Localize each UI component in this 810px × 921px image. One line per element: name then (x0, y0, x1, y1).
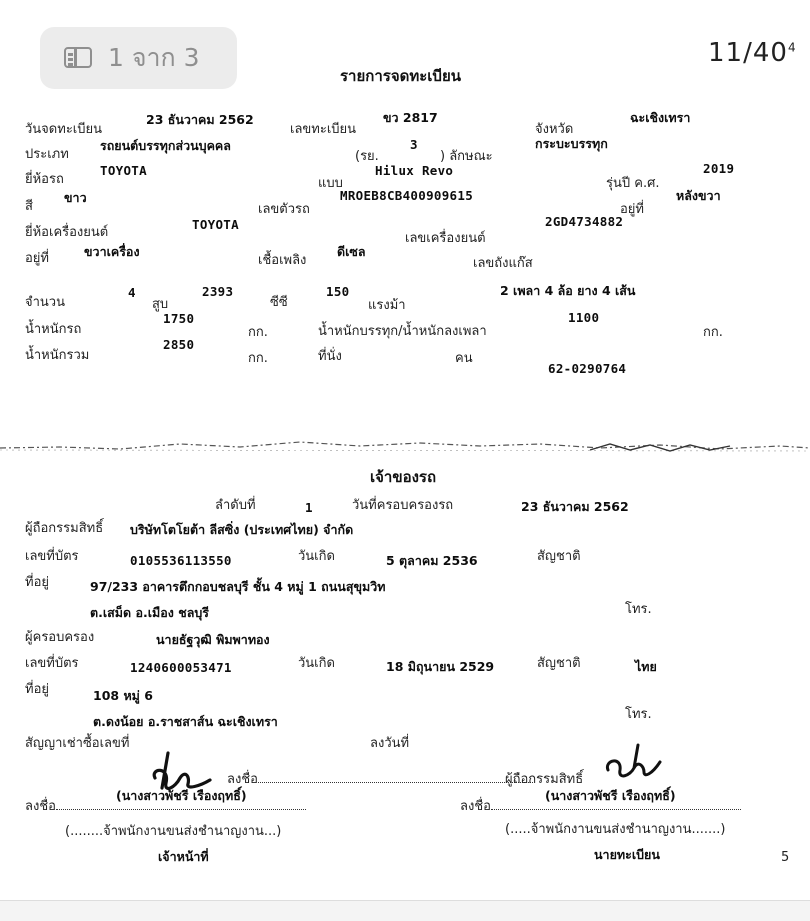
seats-unit: คน (455, 351, 473, 366)
lease-label: สัญญาเช่าซื้อเลขที่ (25, 736, 130, 751)
left-signer-role: เจ้าหน้าที่ (158, 849, 209, 864)
owner-heading: เจ้าของรถ (370, 468, 437, 486)
owner-id-label: เลขที่บัตร (25, 549, 79, 564)
fuel-value: ดีเซล (337, 244, 366, 259)
right-sign-label: ลงชื่อ (460, 795, 741, 816)
holder-nationality-label: สัญชาติ (537, 656, 581, 671)
holder-phone-label: โทร. (625, 707, 652, 722)
engine-brand-label: ยี่ห้อเครื่องยนต์ (25, 225, 109, 240)
brand-label: ยี่ห้อรถ (25, 172, 64, 187)
year-label: รุ่นปี ค.ศ. (606, 176, 660, 191)
type-value: รถยนต์บรรทุกส่วนบุคคล (100, 138, 231, 153)
gross-unit: กก. (248, 351, 268, 366)
book-icon (62, 45, 96, 71)
cc-value: 2393 (202, 284, 234, 299)
owner-nationality-label: สัญชาติ (537, 549, 581, 564)
chassis-value: MROEB8CB400909615 (340, 188, 474, 203)
gross-label: น้ำหนักรวม (25, 348, 90, 363)
hp-unit: แรงม้า (368, 298, 406, 313)
chassis-pos-value: หลังขวา (676, 188, 721, 203)
year-value: 2019 (703, 161, 735, 176)
engine-no-value: 2GD4734882 (545, 214, 624, 229)
owner-address-line1: 97/233 อาคารตึกกอบชลบุรี ชั้น 4 หมู่ 1 ถนนสุขุมวิท (90, 579, 386, 594)
seats-label: ที่นั่ง (318, 349, 342, 364)
cc-unit: ซีซี (270, 295, 288, 310)
holder-value: นายธัฐวุฒิ พิมพาทอง (156, 632, 270, 647)
holder-id-label: เลขที่บัตร (25, 656, 79, 671)
weight-value: 1750 (163, 311, 195, 326)
load-value: 1100 (568, 310, 600, 325)
right-signer-role: นายทะเบียน (594, 847, 660, 862)
gas-tank-label: เลขถังแก๊ส (473, 256, 533, 271)
owner-address-label: ที่อยู่ (25, 575, 49, 590)
corner-note: $11/40^4$ (708, 38, 797, 68)
order-label: ลำดับที่ (215, 498, 256, 513)
engine-no-label: เลขเครื่องยนต์ (405, 231, 486, 246)
province-label: จังหวัด (535, 122, 574, 137)
color-value: ขาว (64, 190, 87, 205)
officer-sign-label-top: ลงชื่อ (227, 768, 533, 789)
order-value: 1 (305, 500, 313, 515)
owner-address-line2: ต.เสม็ด อ.เมือง ชลบุรี (90, 605, 210, 620)
holder-birth-label: วันเกิด (298, 656, 335, 671)
registrar-signature (600, 740, 670, 790)
owner-birth: 5 ตุลาคม 2536 (386, 553, 478, 568)
ry-label: (รย. (355, 149, 379, 164)
load-unit: กก. (703, 325, 723, 340)
plate-label: เลขทะเบียน (290, 122, 357, 137)
sign-date-label: ลงวันที่ (370, 736, 410, 751)
fuel-label: เชื้อเพลิง (258, 253, 307, 268)
right-signer-name: (นางสาวพัชรี เรืองฤทธิ์) (545, 788, 676, 803)
cylinders-value: 4 (128, 285, 136, 300)
engine-pos-value: ขวาเครื่อง (84, 244, 140, 259)
cylinder-unit: สูบ (152, 297, 169, 312)
load-label: น้ำหนักบรรทุก/น้ำหนักลงเพลา (318, 324, 487, 339)
color-label: สี (25, 199, 33, 214)
page-indicator[interactable] (40, 27, 237, 89)
holder-nationality: ไทย (635, 659, 657, 674)
holder-id: 1240600053471 (130, 660, 232, 675)
model-label: แบบ (318, 176, 343, 191)
reference-number: 62-0290764 (548, 361, 627, 376)
document-title: รายการจดทะเบียน (340, 67, 461, 85)
gross-value: 2850 (163, 337, 195, 352)
character-value: กระบะบรรทุก (535, 136, 608, 151)
plate-value: ขว 2817 (383, 110, 438, 125)
reg-date-label: วันจดทะเบียน (25, 122, 102, 137)
chassis-label: เลขตัวรถ (258, 202, 310, 217)
hp-value: 150 (326, 284, 350, 299)
owner-sign-caption: ผู้ถือกรรมสิทธิ์ (505, 772, 584, 787)
right-signer-position: (.....จ้าพนักงานขนส่งชำนาญงาน.......) (505, 822, 726, 837)
tear-line (0, 430, 810, 460)
owner-label: ผู้ถือกรรมสิทธิ์ (25, 521, 104, 536)
brand-value: TOYOTA (100, 163, 147, 178)
owner-id: 0105536113550 (130, 553, 232, 568)
left-sign-label: ลงชื่อ (25, 795, 306, 816)
engine-brand-value: TOYOTA (192, 217, 239, 232)
province-value: ฉะเชิงเทรา (630, 110, 691, 125)
holder-address-line1: 108 หมู่ 6 (93, 688, 153, 703)
holder-label: ผู้ครอบครอง (25, 630, 95, 645)
count-label: จำนวน (25, 295, 65, 310)
holder-birth: 18 มิถุนายน 2529 (386, 659, 495, 674)
owner-phone-label: โทร. (625, 602, 652, 617)
axles-value: 2 เพลา 4 ล้อ ยาง 4 เส้น (500, 283, 636, 298)
page-number: 5 (781, 850, 790, 865)
scan-bottom-edge (0, 900, 810, 921)
holder-address-label: ที่อยู่ (25, 682, 49, 697)
owner-birth-label: วันเกิด (298, 549, 335, 564)
model-value: Hilux Revo (375, 163, 454, 178)
left-signer-name: (นางสาวพัชรี เรืองฤทธิ์) (116, 788, 247, 803)
character-label: ) ลักษณะ (440, 149, 493, 164)
owner-value: บริษัทโตโยต้า ลีสซิ่ง (ประเทศไทย) จำกัด (130, 522, 354, 537)
possess-date-label: วันที่ครอบครองรถ (352, 498, 454, 513)
chassis-pos-label: อยู่ที่ (620, 202, 644, 217)
engine-pos-label: อยู่ที่ (25, 251, 49, 266)
left-signer-position: (........จ้าพนักงานขนส่งชำนาญงาน...) (65, 824, 282, 839)
weight-label: น้ำหนักรถ (25, 322, 82, 337)
reg-date-value: 23 ธันวาคม 2562 (146, 112, 254, 127)
ry-value: 3 (410, 137, 418, 152)
holder-address-line2: ต.ดงน้อย อ.ราชสาส์น ฉะเชิงเทรา (93, 714, 278, 729)
possess-date-value: 23 ธันวาคม 2562 (521, 499, 629, 514)
page-indicator-label: 1 จาก 3 (108, 43, 200, 72)
type-label: ประเภท (25, 147, 69, 162)
weight-unit: กก. (248, 325, 268, 340)
